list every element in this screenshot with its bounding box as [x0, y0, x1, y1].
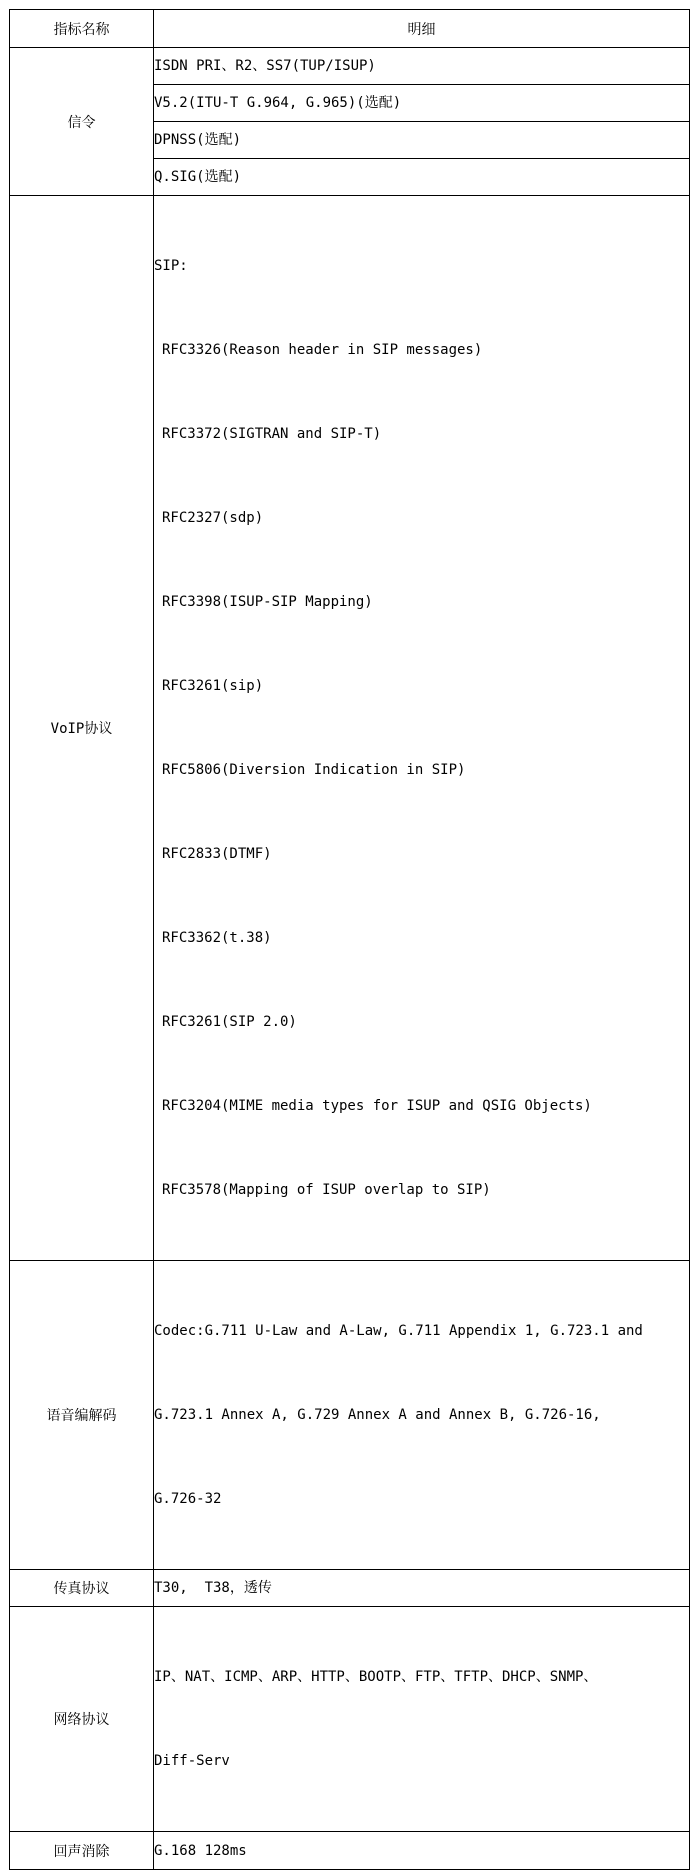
signaling-item: DPNSS(选配) [154, 122, 690, 159]
voip-details [154, 196, 690, 1261]
table-row [10, 1607, 690, 1832]
table-row [10, 1261, 690, 1570]
rfc-item: RFC5806(Diversion Indication in SIP) [162, 762, 466, 778]
table-row [10, 1570, 690, 1607]
echo-name: 回声消除 [10, 1832, 154, 1870]
table-row [10, 48, 690, 85]
codec-name: 语音编解码 [10, 1261, 154, 1570]
network-line: IP、NAT、ICMP、ARP、HTTP、BOOTP、FTP、TFTP、DHCP、SNMP、 [154, 1669, 598, 1685]
signaling-name: 信令 [10, 48, 154, 196]
voip-name: VoIP协议 [10, 196, 154, 1261]
header-row [10, 10, 690, 48]
rfc-item: RFC3326(Reason header in SIP messages) [162, 342, 483, 358]
rfc-item: RFC2327(sdp) [162, 510, 264, 526]
signaling-item: V5.2(ITU-T G.964, G.965)(选配) [154, 85, 690, 122]
network-name: 网络协议 [10, 1607, 154, 1832]
rfc-item: RFC2833(DTMF) [162, 846, 272, 862]
fax-name: 传真协议 [10, 1570, 154, 1607]
rfc-item: RFC3398(ISUP-SIP Mapping) [162, 594, 373, 610]
codec-line: G.726-32 [154, 1491, 222, 1507]
rfc-item: RFC3362(t.38) [162, 930, 272, 946]
header-indicator-name: 指标名称 [10, 10, 154, 48]
rfc-item: RFC3578(Mapping of ISUP overlap to SIP) [162, 1182, 491, 1198]
sip-heading: SIP: [154, 258, 188, 274]
table-row [10, 196, 690, 1261]
spec-table [9, 9, 690, 1870]
header-details: 明细 [154, 10, 690, 48]
fax-value: T30, T38，透传 [154, 1570, 690, 1607]
rfc-item: RFC3261(sip) [162, 678, 264, 694]
rfc-item: RFC3261(SIP 2.0) [162, 1014, 297, 1030]
signaling-item: Q.SIG(选配) [154, 159, 690, 196]
table-row [10, 1832, 690, 1870]
codec-details [154, 1261, 690, 1570]
rfc-item: RFC3372(SIGTRAN and SIP-T) [162, 426, 382, 442]
echo-value: G.168 128ms [154, 1832, 690, 1870]
network-line: Diff-Serv [154, 1753, 230, 1769]
network-details [154, 1607, 690, 1832]
rfc-item: RFC3204(MIME media types for ISUP and QSIG Objects) [162, 1098, 592, 1114]
codec-line: Codec:G.711 U-Law and A-Law, G.711 Appendix 1, G.723.1 and [154, 1323, 643, 1339]
signaling-item: ISDN PRI、R2、SS7(TUP/ISUP) [154, 48, 690, 85]
codec-line: G.723.1 Annex A, G.729 Annex A and Annex B, G.726-16, [154, 1407, 601, 1423]
